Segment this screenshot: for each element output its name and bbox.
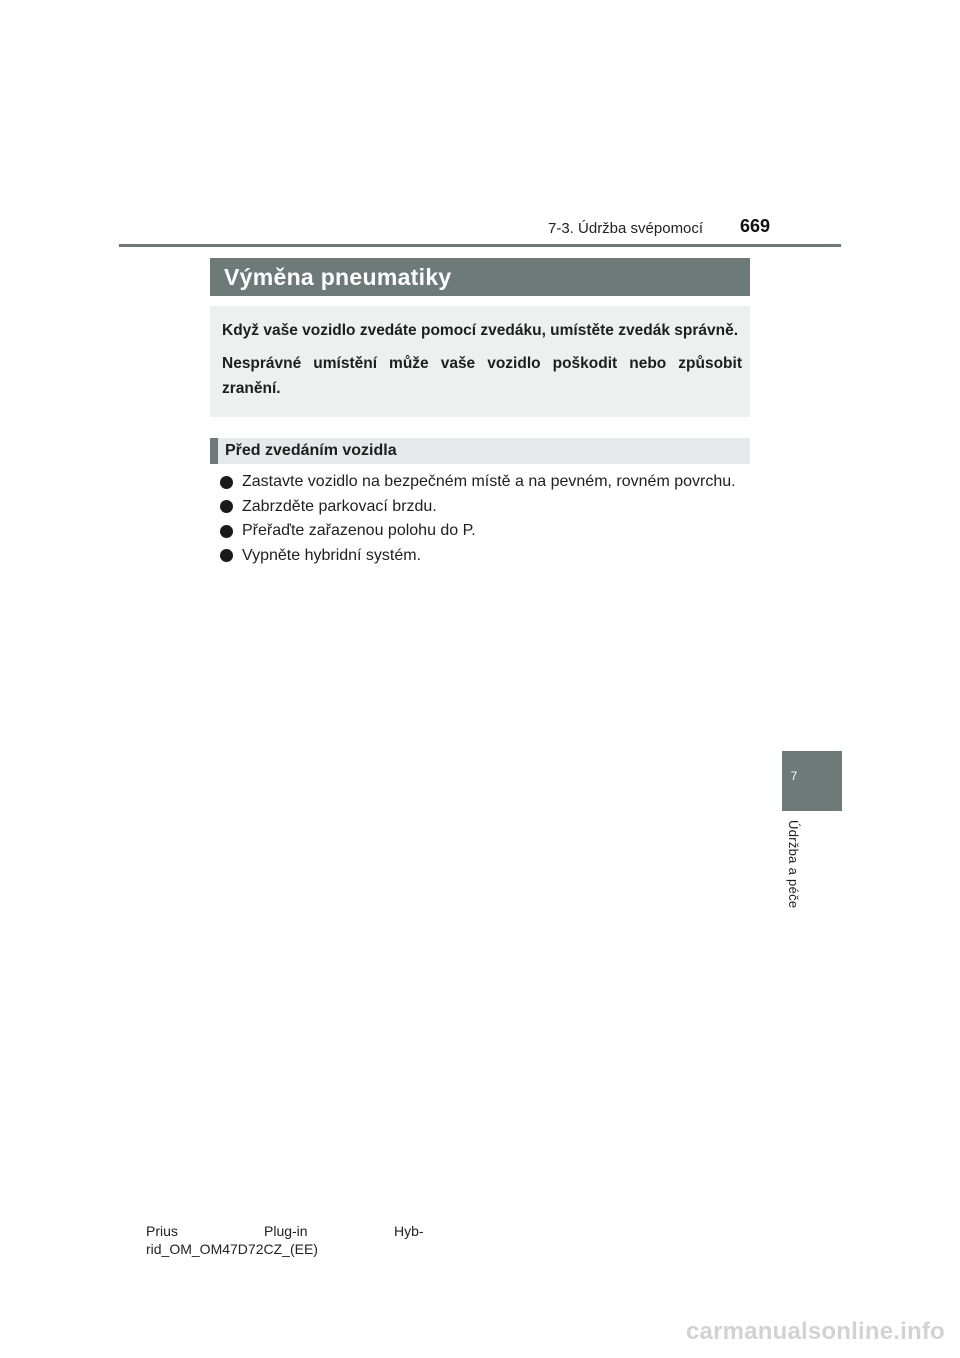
bullet-list (220, 470, 760, 568)
footer-word: Hyb- (394, 1223, 424, 1239)
list-item-text: Vypněte hybridní systém. (242, 546, 422, 564)
chapter-number: 7 (790, 769, 798, 783)
subheading-bar (210, 438, 750, 464)
subheading: Před zvedáním vozidla (225, 442, 397, 459)
list-item-text: Přeřaďte zařazenou polohu do P. (242, 522, 476, 540)
footer-word: Plug-in (264, 1223, 308, 1239)
page-number: 669 (740, 216, 771, 236)
section-title-bar (210, 258, 750, 296)
chapter-tab (782, 751, 842, 811)
list-item-text: Zastavte vozidlo na bezpečném místě a na pevném, rovném povrchu. (242, 473, 736, 491)
list-item-text: Zabrzděte parkovací brzdu. (242, 497, 437, 515)
bullet-icon (220, 476, 233, 489)
bullet-icon (220, 500, 233, 513)
list-item (220, 519, 760, 544)
section-title: Výměna pneumatiky (224, 264, 452, 290)
footer-document-code (146, 1222, 436, 1258)
list-item (220, 470, 760, 495)
list-item (220, 495, 760, 520)
chapter-label: Údržba a péče (786, 820, 801, 909)
list-item (220, 544, 760, 569)
intro-paragraph: Když vaše vozidlo zvedáte pomocí zvedáku, umístěte zvedák správně. (222, 322, 738, 339)
bullet-icon (220, 525, 233, 538)
header-section-title: 7-3. Údržba svépomocí (548, 220, 704, 237)
intro-paragraph: Nesprávné umístění může vaše vozidlo poškodit nebo způsobit zranění. (222, 355, 742, 397)
footer-code: rid_OM_OM47D72CZ_(EE) (146, 1241, 318, 1257)
bullet-icon (220, 549, 233, 562)
watermark: carmanualsonline.info (686, 1318, 945, 1345)
intro-box (210, 306, 750, 417)
footer-word: Prius (146, 1223, 178, 1239)
header-divider (119, 244, 841, 247)
